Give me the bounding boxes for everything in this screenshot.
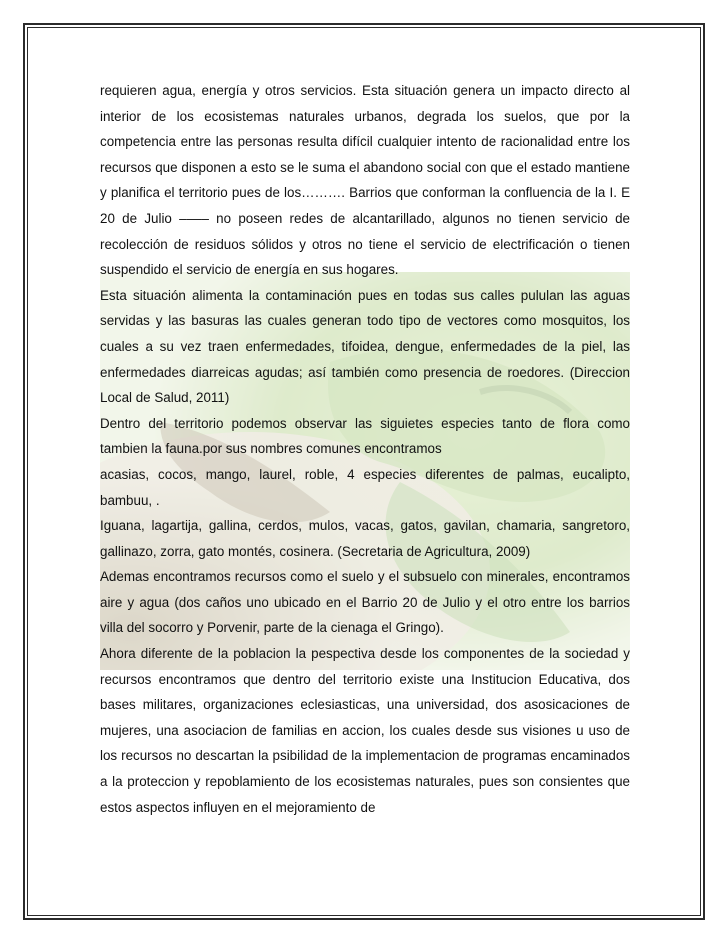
paragraph: Dentro del territorio podemos observar las siguietes especies tanto de flora como tambien la fauna.por sus nombres comunes encontramos (100, 415, 630, 457)
paragraph: requieren agua, energía y otros servicios. Esta situación genera un impacto directo al interior de los ecosistemas naturales urbanos, degrada los suelos, que por la competencia entre las personas resulta difícil cualquier intento de racionalidad entre los recursos que disponen a esto se le suma el abandono social con que el estado mantiene y planifica el territorio pues de los………. Barrios que conforman la confluencia de la I. E 20 de Julio –––– no poseen redes de alcantarillado, algunos no tienen servicio de recolección de residuos sólidos y otros no tiene el servicio de electrificación o tienen suspendido el servicio de energía en sus hogares. (100, 83, 630, 278)
paragraph: acasias, cocos, mango, laurel, roble, 4 especies diferentes de palmas, eucalipto, bambuu, . (100, 466, 630, 508)
paragraph: Ahora diferente de la poblacion la pespectiva desde los componentes de la sociedad y recursos encontramos que dentro del territorio existe una Institucion Educativa, dos bases militares, organizaciones eclesiasticas, una universidad, dos asosicaciones de mujeres, una asociacion de familias en accion, los cuales desde sus visiones u uso de los recursos no descartan la psibilidad de la implementacion de programas encaminados a la proteccion y repoblamiento de los ecosistemas naturales, pues son consientes que estos aspectos influyen en el mejoramiento de (100, 646, 630, 815)
document-body (100, 78, 630, 820)
paragraph: Ademas encontramos recursos como el suelo y el subsuelo con minerales, encontramos aire y agua (dos caños uno ubicado en el Barrio 20 de Julio y el otro entre los barrios villa del socorro y Porvenir, parte de la cienaga el Gringo). (100, 569, 630, 636)
paragraph: Esta situación alimenta la contaminación pues en todas sus calles pululan las aguas servidas y las basuras las cuales generan todo tipo de vectores como mosquitos, los cuales a su vez traen enfermedades, tifoidea, dengue, enfermedades de la piel, las enfermedades diarreicas agudas; así también como presencia de roedores. (Direccion Local de Salud, 2011) (100, 287, 630, 406)
paragraph: Iguana, lagartija, gallina, cerdos, mulos, vacas, gatos, gavilan, chamaria, sangretoro, gallinazo, zorra, gato montés, cosinera. (Secretaria de Agricultura, 2009) (100, 518, 630, 559)
